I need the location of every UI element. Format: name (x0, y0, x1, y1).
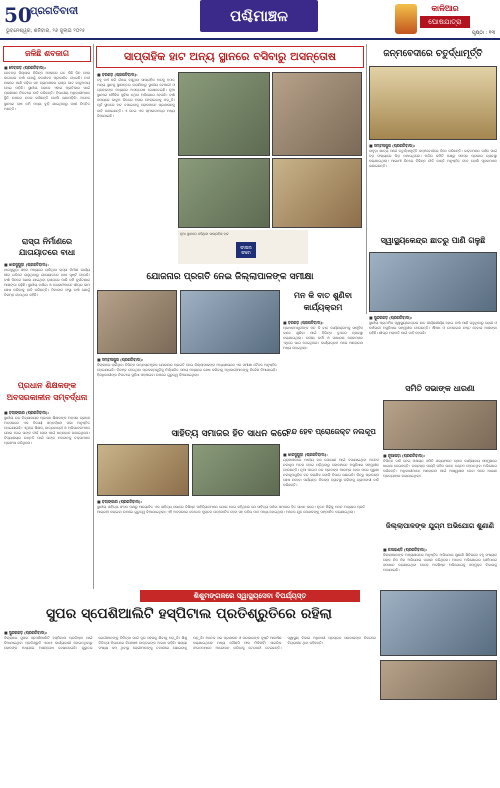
byline-review: ■ ସମ୍ବଲପୁର (ପ୍ରଗତିବାଦୀ): (97, 357, 144, 362)
headline-water: ସ୍ୱାସ୍ଥ୍ୟକେନ୍ଦ୍ର ଛାତରୁ ପାଣି ଗଳୁଛି (380, 236, 486, 245)
market-photo-3 (178, 158, 270, 228)
headline-hospital: ସୁପର ସ୍ପେଶିଆଲିଟି ହସ୍ପିଟାଲ ପ୍ରତିଶ୍ରୁତିରେ ରହିଲା (46, 606, 332, 622)
byline-project: ■ ଝାରସୁଗୁଡ଼ା (ପ୍ରଗତିବାଦୀ): (283, 452, 328, 457)
body-left2: ଝାରସୁଗୁଡ଼ା ସହର ମଧ୍ୟରେ ଚାଲିଥିବା ରାସ୍ତା ନିର୍ମାଣ କାର୍ଯ୍ୟ ଧୀର ଗତିରେ ଚାଲୁଥିବାରୁ ଯାତାୟାତରେ ବାଧା ସୃଷ୍ଟି ହେଉଛି। ବର୍ଷା ଦିନରେ ଖୋଳା ଯାଇଥିବା ରାସ୍ତାରେ ପାଣି ଜମି ଦୁର୍ଘଟଣାର ଆଶଙ୍କା ବଢ଼ିଛି। ସ୍ଥାନୀୟ ବାସିନ୍ଦା ଓ ଦୋକାନୀମାନେ ଶୀଘ୍ର କାମ ଶେଷ କରିବାକୁ ଦାବି କରିଛନ୍ତି। ଠିକାଦାର ସଂସ୍ଥା ବର୍ଷା ଯୋଗୁଁ ବିଳମ୍ବ ହେଉଥିବା କହିଛି। (4, 268, 90, 298)
headline-grievance: ଜିଲ୍ଲାପାଳଙ୍କ ଯୁଗ୍ମ ଅଭିଯୋଗ ଶୁଣାଣି (385, 522, 495, 530)
byline-left3: ■ ବଲାଙ୍ଗୀର (ପ୍ରଗତିବାଦୀ): (4, 410, 50, 415)
water-photo (369, 252, 497, 312)
body-hospital: ଜିଲ୍ଲାରେ ସୁପର ସ୍ପେଶିଆଲିଟି ହସ୍ପିଟାଲ ପ୍ରତିଷ୍ଠା ପାଇଁ ଦିଆଯାଇଥିବା ପ୍ରତିଶ୍ରୁତି ଏଯାଏ କାର୍ଯ୍ୟକାରୀ ହୋଇନଥିବାରୁ ଲୋକଙ୍କ ମଧ୍ୟରେ ଅସନ୍ତୋଷ ଦେଖାଦେଇଛି। ଗୁରୁତର ରୋଗୀମାନଙ୍କୁ ଚିକିତ୍ସା ପାଇଁ ଦୂର ସହରକୁ ଯିବାକୁ ପଡ଼ୁଛି। ଶିଶୁ ଚିକିତ୍ସା ବିଭାଗରେ ବିଶେଷଜ୍ଞ ଡାକ୍ତରଙ୍କ ଅଭାବ ରହିଛି। ଶଯ୍ୟା ସଂଖ୍ୟା କମ୍ ଥିବାରୁ ରୋଗୀମାନଙ୍କୁ ଚଟାଣରେ ଶୋଇବାକୁ ପଡ଼ୁଛି। ଅନେକ ଥର ପ୍ରଶାସନ ଓ ସରକାରଙ୍କ ଦୃଷ୍ଟି ଆକର୍ଷଣ କରାଯାଇଥିଲେ ମଧ୍ୟ କୌଣସି ଫଳ ମିଳିନାହିଁ। ନାଗରିକ ସଂଗଠନମାନେ ଆନ୍ଦୋଳନ କରିବାକୁ ଚେତାବନୀ ଦେଇଛନ୍ତି। ସ୍ୱାସ୍ଥ୍ୟ ବିଭାଗ ଅଧିକାରୀ ପ୍ରସ୍ତାବ ସରକାରଙ୍କ ନିକଟରେ ବିଚାରାଧୀନ ଥିବା କହିଛନ୍ତି। (4, 636, 376, 651)
newspaper-brand: ପ୍ରଗତିବାଦୀ (30, 6, 79, 17)
literature-photo (97, 444, 189, 496)
market-photo-4 (272, 158, 362, 228)
byline-committee: ■ ନୂଆପଡ଼ା (ପ୍ରଗତିବାଦୀ): (383, 453, 426, 458)
byline-market: ■ ବରଗଡ଼ (ପ୍ରଗତିବାଦୀ): (97, 72, 138, 77)
headline-chariot: ଜନ୍ମବେଦୀରେ ଚତୁର୍ଦ୍ଧାମୂର୍ତ୍ତି (383, 49, 483, 59)
byline-hospital: ■ ସୁନ୍ଦରଗଡ଼ (ପ୍ରଗତିବାଦୀ): (4, 630, 48, 635)
page-number: ପୃଷ୍ଠା : ୧୩ (472, 30, 496, 36)
byline-chariot: ■ ସମ୍ବଲପୁର (ପ୍ରଗତିବାଦୀ): (369, 143, 416, 148)
chariot-icon (395, 4, 417, 34)
body-market: ବହୁ ବର୍ଷ ଧରି ଗାଁରେ ବସୁଥିବା ସାପ୍ତାହିକ ହାଟକୁ ହଠାତ୍ ଅନ୍ୟ ସ୍ଥାନକୁ ସ୍ଥାନାନ୍ତର କରାଯିବାରୁ ସ୍ଥାନୀୟ ବେପାରୀ ଓ ଗ୍ରାହକଙ୍କ ମଧ୍ୟରେ ଅସନ୍ତୋଷ ଦେଖାଦେଇଛି। ନୂଆ ସ୍ଥାନରେ ମୌଳିକ ସୁବିଧା ନଥିବା ଅଭିଯୋଗ ହେଉଛି। ବର୍ଷା ସମୟରେ କାଦୁଅ ଭିତରେ ପସରା ମେଲାଇବାକୁ ପଡ଼ୁଛି। ପୂର୍ବ ସ୍ଥାନରେ ହାଟ ବସାଇବାକୁ ଲୋକମାନେ ପ୍ରଶାସନକୁ ଦାବି ଜଣାଇଛନ୍ତି। ଏ ନେଇ ଏକ ସ୍ମାରକପତ୍ର ମଧ୍ୟ ଦିଆଯାଇଛି। (97, 78, 175, 118)
anniversary-logo: 50 (4, 3, 32, 27)
body-left1: ଦେବଗଡ଼ ଜିଲ୍ଲାର ବିଭିନ୍ନ ଅଞ୍ଚଳରେ ଗତ କିଛି ଦିନ ହେଲା ଲଗାତାର ବର୍ଷା ଯୋଗୁଁ ଜନଜୀବନ ପ୍ରଭାବିତ ହୋଇଛି। ନଦୀ ନାଳରେ ପାଣି ବଢ଼ିବା ସହ ଗ୍ରାମାଞ୍ଚଳର ରାସ୍ତା ଘାଟ କାଦୁଅମୟ ହୋଇ ପଡ଼ିଛି। ସ୍ଥାନୀୟ ଲୋକେ ଏହାର ପ୍ରତିକାର ପାଇଁ ପ୍ରଶାସନ ନିକଟରେ ଦାବି କରିଛନ୍ତି। ବିଭାଗୀୟ ଅଧିକାରୀମାନେ ସ୍ଥିତି ଉପରେ ନଜର ରଖିଛନ୍ତି ବୋଲି ଜଣାପଡ଼ିଛି। ଅନେକ ସ୍ଥାନରେ ଚାଷ ଜମି ମଧ୍ୟ ବୁଡ଼ି ଯାଇଥିବାରୁ ଚାଷୀ ଚିନ୍ତିତ ଅଛନ୍ତି। (4, 71, 90, 111)
headline-market: ସାପ୍ତାହିକ ହାଟ ଅନ୍ୟ ସ୍ଥାନରେ ବସିବାରୁ ଅସନ୍ତୋଷ (96, 46, 364, 68)
masthead (0, 0, 500, 40)
market-caption-tag: ଫାଇଲ ଫଟୋ (236, 242, 256, 258)
body-review: ଜିଲ୍ଲାରେ ଚାଲିଥିବା ବିଭିନ୍ନ ଉନ୍ନୟନମୂଳକ ଯୋଜନାର ପ୍ରଗତି ନେଇ ଜିଲ୍ଲାପାଳଙ୍କ ଅଧ୍ୟକ୍ଷତାରେ ଏକ ସମୀକ୍ଷା ବୈଠକ ଅନୁଷ୍ଠିତ ହୋଇଯାଇଛି। ବିଳମ୍ବ ହେଉଥିବା ପ୍ରକଳ୍ପଗୁଡ଼ିକୁ ନିର୍ଦ୍ଧାରିତ ସମୟ ମଧ୍ୟରେ ଶେଷ କରିବାକୁ ଅଧିକାରୀମାନଙ୍କୁ ନିର୍ଦ୍ଦେଶ ଦିଆଯାଇଛି। ହିତାଧିକାରୀଙ୍କ ନିକଟରେ ସୁବିଧା ପହଞ୍ଚାଇବା ଉପରେ ଗୁରୁତ୍ୱ ଦିଆଯାଇଥିଲା। (97, 363, 277, 378)
body-grievance: ଜିଲ୍ଲାପାଳଙ୍କ ଅଧ୍ୟକ୍ଷତାରେ ଅନୁଷ୍ଠିତ ଅଭିଯୋଗ ଶୁଣାଣି ଶିବିରରେ ବହୁ ସଂଖ୍ୟକ ଲୋକ ନିଜ ନିଜ ଅଭିଯୋଗ ଦାଖଲ କରିଥିଲେ। ଅନେକ ଅଭିଯୋଗର ସେହିଠାରେ ସମାଧାନ କରାଯାଇଥିବା ବେଳେ ଅବଶିଷ୍ଟ ଅଭିଯୋଗକୁ ସମ୍ପୃକ୍ତ ବିଭାଗକୁ ପଠାଯାଇଛି। (383, 553, 497, 573)
body-mann: ପ୍ରଧାନମନ୍ତ୍ରୀଙ୍କ ମନ କି ବାତ କାର୍ଯ୍ୟକ୍ରମକୁ ସାମୂହିକ ଭାବେ ଶୁଣିବା ପାଇଁ ବିଭିନ୍ନ ବୁଥରେ ବ୍ୟବସ୍ଥା କରାଯାଇଥିଲା। ଦଳୀୟ କର୍ମୀ ଓ ସାଧାରଣ ଲୋକମାନେ ଏଥିରେ ଭାଗ ନେଇଥିଲେ। କାର୍ଯ୍ୟକ୍ରମ ପରେ ଆଲୋଚନା ମଧ୍ୟ ହୋଇଥିଲା। (283, 326, 363, 351)
body-literature: ସ୍ଥାନୀୟ ସାହିତ୍ୟ ସଂସଦ ପକ୍ଷରୁ ଆୟୋଜିତ ଏକ ସାହିତ୍ୟ ସଭାରେ ବିଶିଷ୍ଟ ସାହିତ୍ୟିକମାନେ ଯୋଗ ଦେଇ କହିଥିଲେ ଯେ ସାହିତ୍ୟ ସର୍ବଦା ସମାଜର ହିତ ସାଧନ କରେ। ନୂତନ ପିଢ଼ିକୁ ପଠନ ଅଭ୍ୟାସ ପ୍ରତି ଆଗ୍ରହୀ କରାଇବା ଉପରେ ଗୁରୁତ୍ୱ ଦିଆଯାଇଥିଲା। ଏହି ଅବସରରେ କେତେକ ପୁସ୍ତକ ଉନ୍ମୋଚିତ ହେବା ସହ କବିତା ପାଠ ମଧ୍ୟ ହୋଇଥିଲା। ଅନେକ ଯୁବ ଲେଖକଙ୍କୁ ସମ୍ମାନିତ କରାଯାଇଥିଲା। (97, 505, 365, 515)
headline-mann: ମନ କି ବାତ ଶୁଣିବା କାର୍ଯ୍ୟକ୍ରମ (293, 291, 353, 312)
column-divider (366, 44, 367, 314)
dateline: ଭୁବନେଶ୍ୱର, ଶନିବାର, ୨୬ ଜୁଲାଇ ୨୦୨୫ (6, 28, 86, 34)
market-photo (178, 72, 270, 156)
review-photo (97, 290, 177, 354)
market-caption: ନୂଆ ସ୍ଥାନରେ ବସିଥିବା ସାପ୍ତାହିକ ହାଟ (178, 230, 308, 264)
hospital-photo (380, 590, 497, 656)
literature-photo-2 (192, 444, 280, 496)
chariot-photo (369, 66, 497, 140)
byline-mann: ■ ବରଗଡ଼ (ପ୍ରଗତିବାଦୀ): (283, 320, 324, 325)
hospital-photo-2 (380, 660, 497, 700)
body-project: ଗ୍ରାମାଞ୍ଚଳରେ ପାନୀୟ ଜଳ ଯୋଗାଣ ପାଇଁ ବସାଯାଇଥିବା ଅନେକ ନଲକୂପ ଅଚଳ ହୋଇ ପଡ଼ିଥିବାରୁ ଲୋକମାନେ ଅସୁବିଧାର ସମ୍ମୁଖୀନ ହେଉଛନ୍ତି। ନୂଆ ପାଇପ ଜଳ ପ୍ରକଳ୍ପ ଆରମ୍ଭ ହେବା ପରେ ପୁରୁଣା ନଲକୂପଗୁଡ଼ିକ ବନ୍ଦ କରାଯିବ ବୋଲି ବିଭାଗ ଜଣାଇଛି। କିନ୍ତୁ ପ୍ରକଳ୍ପ ଶେଷ ନହେବା ପର୍ଯ୍ୟନ୍ତ ବିକଳ୍ପ ବ୍ୟବସ୍ଥା କରିବାକୁ ଗ୍ରାମବାସୀ ଦାବି କରିଛନ୍ତି। (283, 458, 379, 488)
byline-grievance: ■ କଳାହାଣ୍ଡି (ପ୍ରଗତିବାଦୀ): (383, 547, 428, 552)
byline-left2: ■ ଝାରସୁଗୁଡ଼ା (ପ୍ରଗତିବାଦୀ): (4, 262, 49, 267)
body-left3: ସ୍ଥାନୀୟ ଉଚ୍ଚ ବିଦ୍ୟାଳୟର ପ୍ରଧାନ ଶିକ୍ଷକଙ୍କ ଅବସର ଗ୍ରହଣ ଅବସରରେ ଏକ ବିଦାୟୀ ସମ୍ବର୍ଦ୍ଧନା ସଭା ଅନୁଷ୍ଠିତ ହୋଇଯାଇଛି। ଏଥିରେ ଶିକ୍ଷକ, ଛାତ୍ରଛାତ୍ରୀ ଓ ଅଭିଭାବକମାନେ ଯୋଗ ଦେଇ ତାଙ୍କ ଦୀର୍ଘ ସେବା ପାଇଁ ଧନ୍ୟବାଦ ଜଣାଇଥିଲେ। ବିଦ୍ୟାଳୟର ଉନ୍ନତି ପାଇଁ ତାଙ୍କ ଅବଦାନକୁ ବକ୍ତାମାନେ ପ୍ରଶଂସା କରିଥିଲେ। (4, 416, 90, 446)
headline-committee: ସମିତି ସଭାଙ୍କ ଧାରଣା (405, 384, 475, 393)
section-title: ପଶ୍ଚିମାଞ୍ଚଳ (200, 0, 318, 32)
column-divider (93, 44, 94, 589)
festival-subtitle: ଘୋଷଯାତ୍ରା (420, 16, 470, 28)
kicker-hospital: ଶିଶୁମଙ୍ଗଳରେ ସ୍ୱାସ୍ଥ୍ୟସେବା ବିପର୍ଯ୍ୟସ୍ତ (140, 590, 360, 602)
festival-title: କାଳିଆର (431, 4, 459, 13)
body-committee: ବିଭିନ୍ନ ଦାବି ନେଇ ପଞ୍ଚାୟତ ସମିତି ସଭ୍ୟମାନେ ବ୍ଲକ କାର୍ଯ୍ୟାଳୟ ସମ୍ମୁଖରେ ଧାରଣା ଦେଇଛନ୍ତି। ଉନ୍ନୟନ ପାଣ୍ଠି ସଠିକ ଭାବେ ବଣ୍ଟନ ହେଉନଥିବା ଅଭିଯୋଗ କରିଛନ୍ତି। ଅଧିକାରୀମାନେ ଆଲୋଚନା ପାଇଁ ଆଶ୍ୱାସନା ଦେବା ପରେ ଧାରଣା ପ୍ରତ୍ୟାହାର କରାଯାଇଥିଲା। (383, 459, 497, 479)
review-photo-2 (180, 290, 280, 354)
headline-left1: ଜଳିଛି ଶବଜାଗ (3, 46, 91, 62)
headline-project: ବନ୍ଦ ହେବ ପ୍ରୋଜେକ୍ଟ ନଲକୂପ (286, 427, 376, 436)
byline-literature: ■ ବଲାଙ୍ଗୀର (ପ୍ରଗତିବାଦୀ): (97, 499, 143, 504)
headline-review: ଯୋଜନାର ପ୍ରଗତି ନେଇ ଜିଲ୍ଲାପାଳଙ୍କ ସମୀକ୍ଷା (146, 272, 314, 282)
byline-left1: ■ ଦେବଗଡ଼ (ପ୍ରଗତିବାଦୀ): (4, 65, 47, 70)
headline-literature: ସାହିତ୍ୟ ସମାଜର ହିତ ସାଧନ କରେ (171, 429, 289, 439)
committee-photo (383, 400, 497, 450)
body-water: ସ୍ଥାନୀୟ ପ୍ରାଥମିକ ସ୍ୱାସ୍ଥ୍ୟକେନ୍ଦ୍ରର ଛାତ ଜୀର୍ଣ୍ଣଶୀର୍ଣ୍ଣ ହୋଇ ବର୍ଷା ପାଣି ଗଳୁଥିବାରୁ ରୋଗୀ ଓ କର୍ମଚାରୀ ଅସୁବିଧାର ସମ୍ମୁଖୀନ ହେଉଛନ୍ତି। ଔଷଧ ଓ ଉପକରଣ ନଷ୍ଟ ହେବାର ଆଶଙ୍କା ରହିଛି। ଶୀଘ୍ର ମରାମତି ପାଇଁ ଦାବି ହେଉଛି। (369, 321, 497, 336)
market-photo-2 (272, 72, 362, 156)
headline-left2: ରାସ୍ତା ନିର୍ମାଣରେ ଯାତାୟାତରେ ବାଧା (18, 237, 76, 257)
headline-left3: ପ୍ରଧାନ ଶିକ୍ଷକଙ୍କ ଅବସରକାଳୀନ ସମ୍ବର୍ଦ୍ଧନା (6, 381, 88, 402)
body-chariot: ବାହୁଡ଼ା ଯାତ୍ରା ପରେ ଚତୁର୍ଦ୍ଧାମୂର୍ତ୍ତି ଜନ୍ମବେଦୀରେ ବିଜେ କରିଛନ୍ତି। ଭକ୍ତମାନେ ଦର୍ଶନ ପାଇଁ ବଡ଼ ସଂଖ୍ୟାରେ ଭିଡ଼ ଜମାଇଥିଲେ। ମନ୍ଦିର କମିଟି ପକ୍ଷରୁ ସମସ୍ତ ପ୍ରକାର ବ୍ୟବସ୍ଥା କରାଯାଇଥିଲା। ଆଗାମୀ ଦିନରେ ବିଭିନ୍ନ ନୀତି କାନ୍ତି ଅନୁଷ୍ଠିତ ହେବ ବୋଲି ପୂଜକମାନେ ଜଣାଇଛନ୍ତି। (369, 149, 497, 169)
byline-water: ■ ସୁନ୍ଦରଗଡ଼ (ପ୍ରଗତିବାଦୀ): (369, 315, 413, 320)
